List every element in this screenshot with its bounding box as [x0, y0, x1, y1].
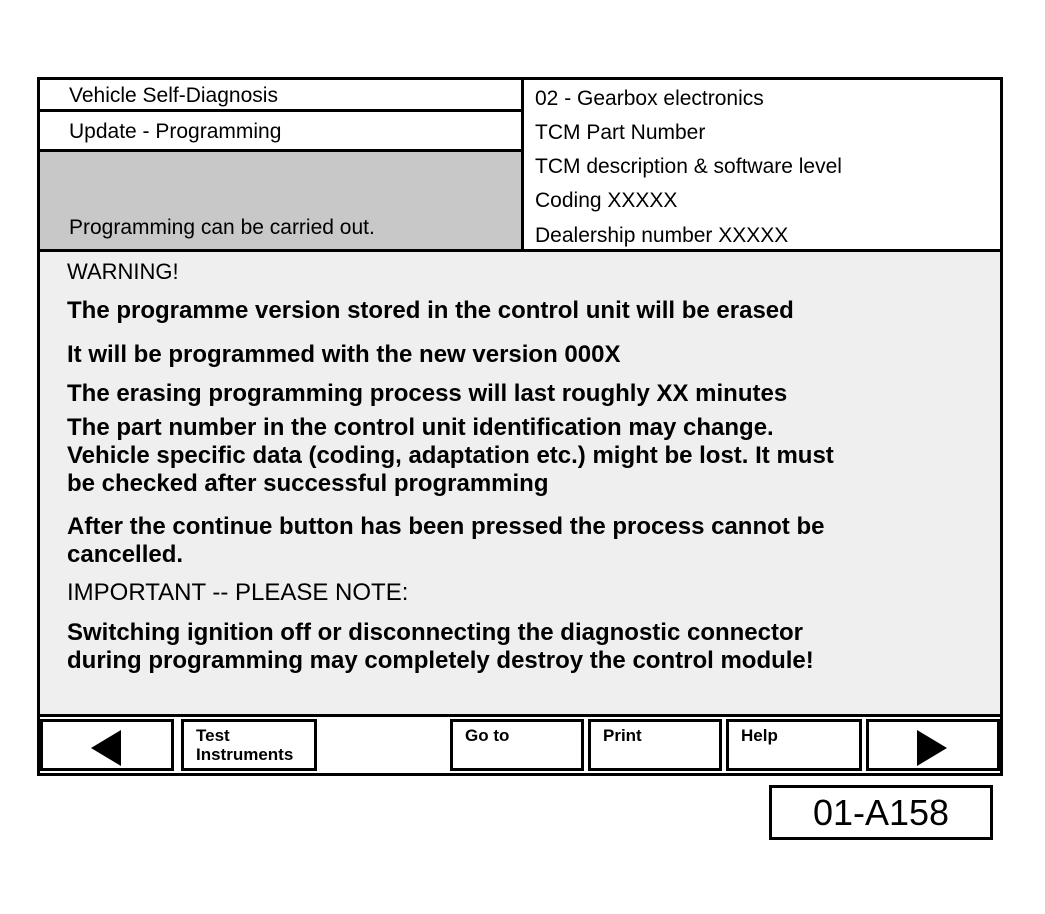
test-instruments-line-1: Test: [196, 726, 230, 745]
goto-label: Go to: [465, 726, 510, 745]
help-button[interactable]: [726, 719, 862, 771]
sub-function-title: Update - Programming: [69, 120, 282, 143]
important-heading: IMPORTANT -- PLEASE NOTE:: [67, 579, 409, 606]
help-label: Help: [741, 726, 778, 745]
test-instruments-button[interactable]: [181, 719, 317, 771]
warning-heading: WARNING!: [67, 259, 179, 284]
module-coding: Coding XXXXX: [535, 189, 678, 212]
warning-line-5: Vehicle specific data (coding, adaptation etc.) might be lost. It must: [67, 442, 834, 469]
sub-function-panel: [40, 112, 524, 152]
warning-line-8: cancelled.: [67, 541, 184, 568]
forward-button[interactable]: [866, 719, 1000, 771]
warning-line-2: It will be programmed with the new version 000X: [67, 341, 621, 368]
test-instruments-line-2: Instruments: [196, 745, 294, 764]
module-part-number: TCM Part Number: [535, 121, 706, 144]
back-button[interactable]: [40, 719, 174, 771]
print-label: Print: [603, 726, 642, 745]
arrow-left-icon: [91, 730, 121, 766]
warning-line-7: After the continue button has been pressed the process cannot be: [67, 513, 825, 540]
figure-reference: 01-A158: [769, 785, 993, 840]
warning-line-9: Switching ignition off or disconnecting the diagnostic connector: [67, 619, 803, 646]
module-info-panel: [524, 80, 1000, 252]
function-title-panel: [40, 80, 524, 112]
warning-line-10: during programming may completely destroy the control module!: [67, 647, 814, 674]
diagnosis-screen: [37, 77, 1003, 776]
function-title: Vehicle Self-Diagnosis: [69, 84, 278, 107]
warning-line-3: The erasing programming process will last roughly XX minutes: [67, 380, 788, 407]
module-description: TCM description & software level: [535, 155, 842, 178]
goto-button[interactable]: [450, 719, 584, 771]
test-instruments-label: [196, 726, 293, 764]
warning-line-1: The programme version stored in the control unit will be erased: [67, 297, 794, 324]
warning-line-4: The part number in the control unit identification may change.: [67, 414, 774, 441]
module-dealership: Dealership number XXXXX: [535, 224, 789, 247]
warning-line-6: be checked after successful programming: [67, 470, 549, 497]
arrow-right-icon: [917, 730, 947, 766]
print-button[interactable]: [588, 719, 722, 771]
header-divider: [40, 249, 1000, 252]
status-panel: [40, 152, 524, 252]
bottom-toolbar: [40, 714, 1000, 773]
module-address: 02 - Gearbox electronics: [535, 87, 764, 110]
status-message: Programming can be carried out.: [69, 216, 375, 239]
